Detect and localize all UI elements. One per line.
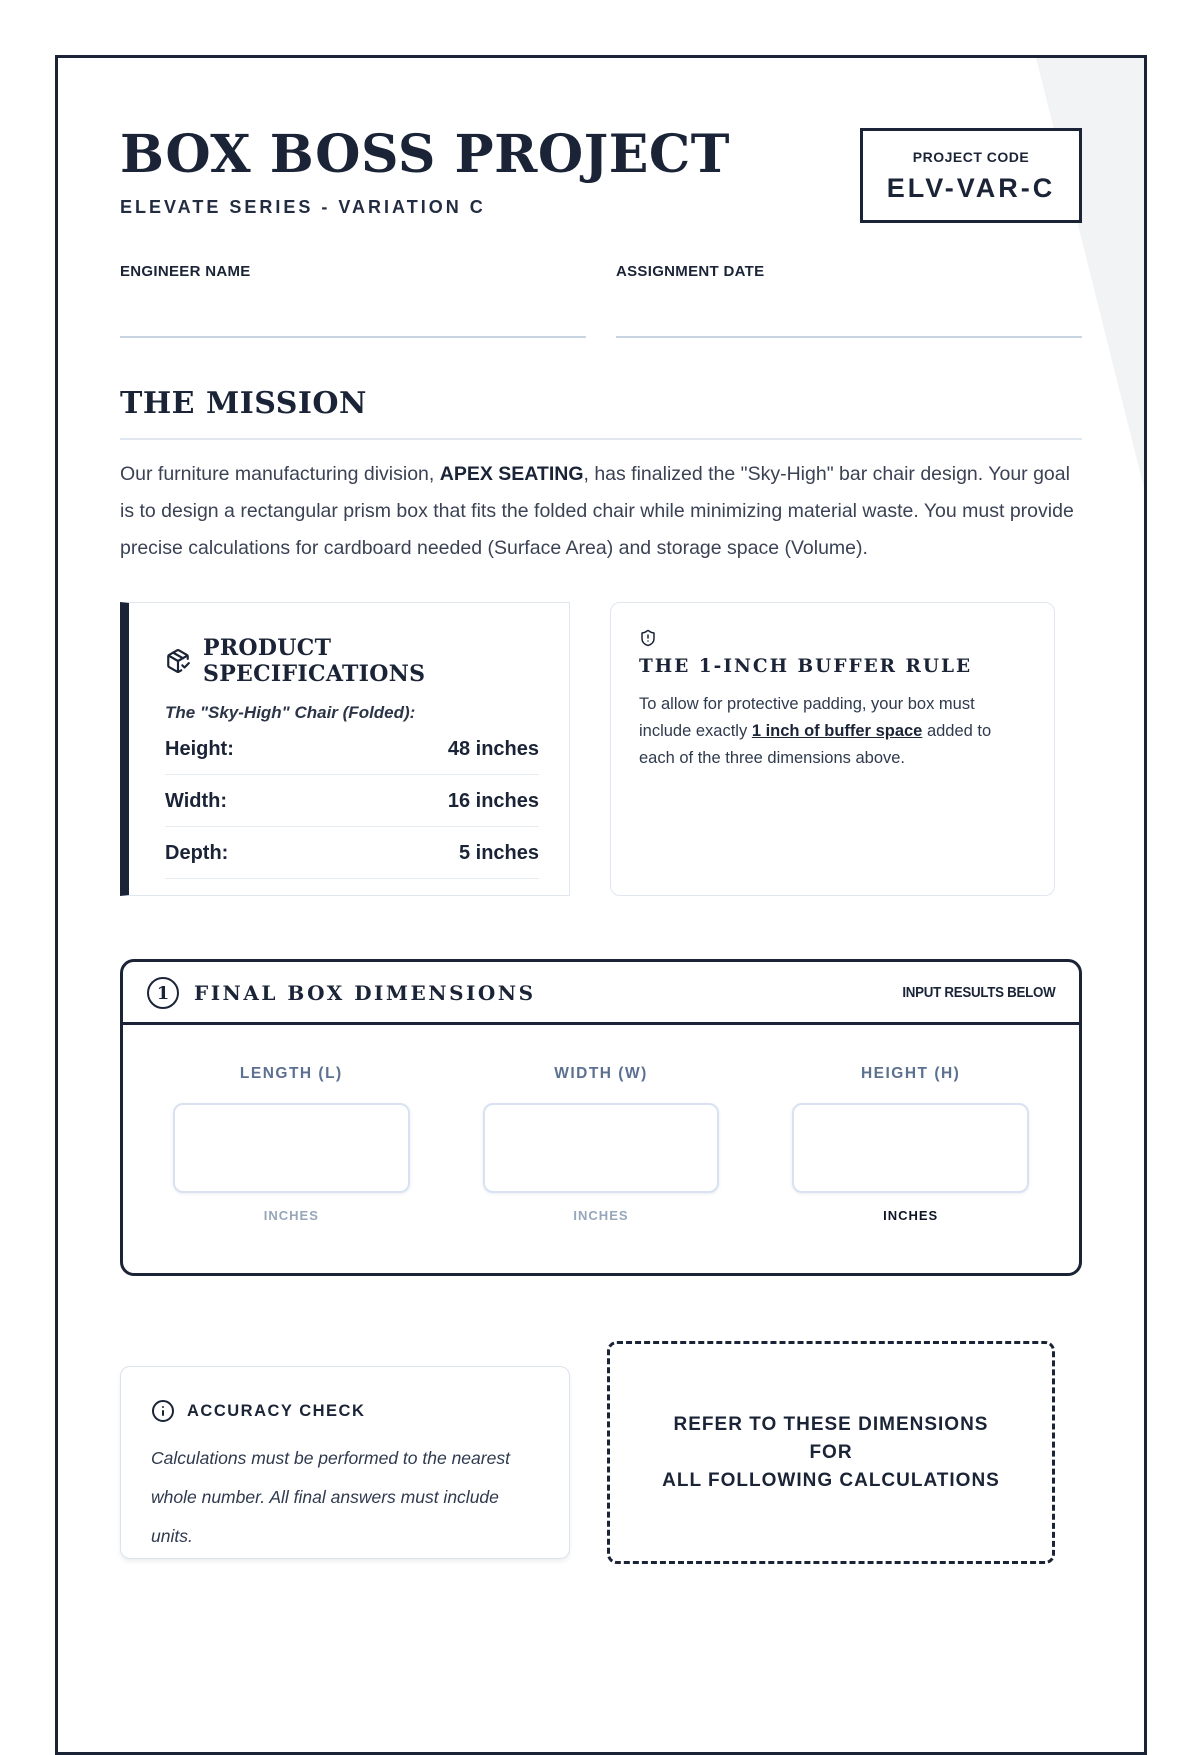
footer-notes xyxy=(120,1341,1082,1564)
reference-note-box xyxy=(607,1341,1055,1564)
title-block xyxy=(120,124,730,218)
length-label: LENGTH (L) xyxy=(239,1065,343,1082)
assignment-date-label: ASSIGNMENT DATE xyxy=(616,263,765,280)
spec-row-width xyxy=(165,775,539,827)
mission-divider xyxy=(120,438,1082,440)
header xyxy=(120,124,1082,223)
info-icon xyxy=(151,1399,175,1423)
page-subtitle: ELEVATE SERIES - VARIATION C xyxy=(120,196,486,217)
info-cards xyxy=(120,602,1082,896)
height-unit-label: INCHES xyxy=(883,1208,939,1223)
info-fields xyxy=(120,263,1082,338)
final-dimensions-section xyxy=(120,959,1082,1276)
mission-heading: THE MISSION xyxy=(120,386,367,421)
assignment-date-field xyxy=(616,263,1082,338)
mission-text-prefix: Our furniture manufacturing division, xyxy=(120,463,440,485)
shield-alert-icon xyxy=(639,629,657,647)
input-results-hint: INPUT RESULTS BELOW xyxy=(901,985,1055,1001)
engineer-name-label: ENGINEER NAME xyxy=(120,263,251,280)
reference-note-line2: ALL FOLLOWING CALCULATIONS xyxy=(662,1469,1000,1491)
assignment-date-line xyxy=(616,336,1082,338)
accuracy-check-body: Calculations must be performed to the nearest whole number. All final answers must include units. xyxy=(151,1448,510,1546)
height-input[interactable] xyxy=(792,1103,1029,1193)
product-specifications-subtitle: The "Sky-High" Chair (Folded): xyxy=(165,703,416,722)
spec-row-height xyxy=(165,723,539,775)
spec-value: 16 inches xyxy=(447,790,539,812)
buffer-text-prefix: To allow for protective padding, your box must include exactly xyxy=(639,695,975,740)
length-column xyxy=(173,1065,410,1223)
spec-label: Width: xyxy=(165,790,228,812)
buffer-text-suffix: added to each of the three dimensions above. xyxy=(639,722,992,767)
product-specifications-card xyxy=(120,602,570,896)
page-title: BOX BOSS PROJECT xyxy=(120,124,730,185)
buffer-text-underlined: 1 inch of buffer space xyxy=(751,722,923,740)
engineer-name-field xyxy=(120,263,586,338)
width-column xyxy=(483,1065,720,1223)
spec-row-depth xyxy=(165,827,539,879)
mission-text-suffix: , has finalized the "Sky-High" bar chair design. Your goal is to design a rectangular prism box that fits the folded chair while minimizing material waste. You must provide precise calculations for cardboard needed (Surface Area) and storage space (Volume). xyxy=(120,463,1074,559)
height-column xyxy=(792,1065,1029,1223)
step-number-badge: 1 xyxy=(147,977,179,1009)
project-code-value: ELV-VAR-C xyxy=(886,173,1056,203)
product-specifications-title: PRODUCT SPECIFICATIONS xyxy=(203,635,426,687)
buffer-rule-card xyxy=(610,602,1055,896)
buffer-rule-body xyxy=(639,691,1026,772)
length-unit-label: INCHES xyxy=(263,1208,319,1223)
project-code-label: PROJECT CODE xyxy=(912,149,1030,165)
final-dimensions-header xyxy=(123,962,1079,1025)
length-input[interactable] xyxy=(173,1103,410,1193)
height-label: HEIGHT (H) xyxy=(860,1065,961,1082)
accuracy-check-card xyxy=(120,1366,570,1559)
accuracy-check-title: ACCURACY CHECK xyxy=(187,1401,366,1420)
engineer-name-line xyxy=(120,336,586,338)
mission-text-bold: APEX SEATING xyxy=(439,463,584,485)
mission-body xyxy=(120,456,1082,567)
project-code-box xyxy=(860,128,1082,223)
width-unit-label: INCHES xyxy=(573,1208,629,1223)
worksheet-page xyxy=(55,55,1147,1755)
width-input[interactable] xyxy=(483,1103,720,1193)
spec-label: Depth: xyxy=(165,842,229,864)
reference-note-line1: REFER TO THESE DIMENSIONS FOR xyxy=(673,1413,989,1463)
buffer-rule-title: THE 1-INCH BUFFER RULE xyxy=(639,656,973,677)
package-check-icon xyxy=(165,648,191,674)
spec-label: Height: xyxy=(165,738,234,760)
spec-value: 5 inches xyxy=(458,842,539,864)
spec-value: 48 inches xyxy=(447,738,539,760)
final-dimensions-title: FINAL BOX DIMENSIONS xyxy=(194,981,536,1005)
width-label: WIDTH (W) xyxy=(554,1065,648,1082)
